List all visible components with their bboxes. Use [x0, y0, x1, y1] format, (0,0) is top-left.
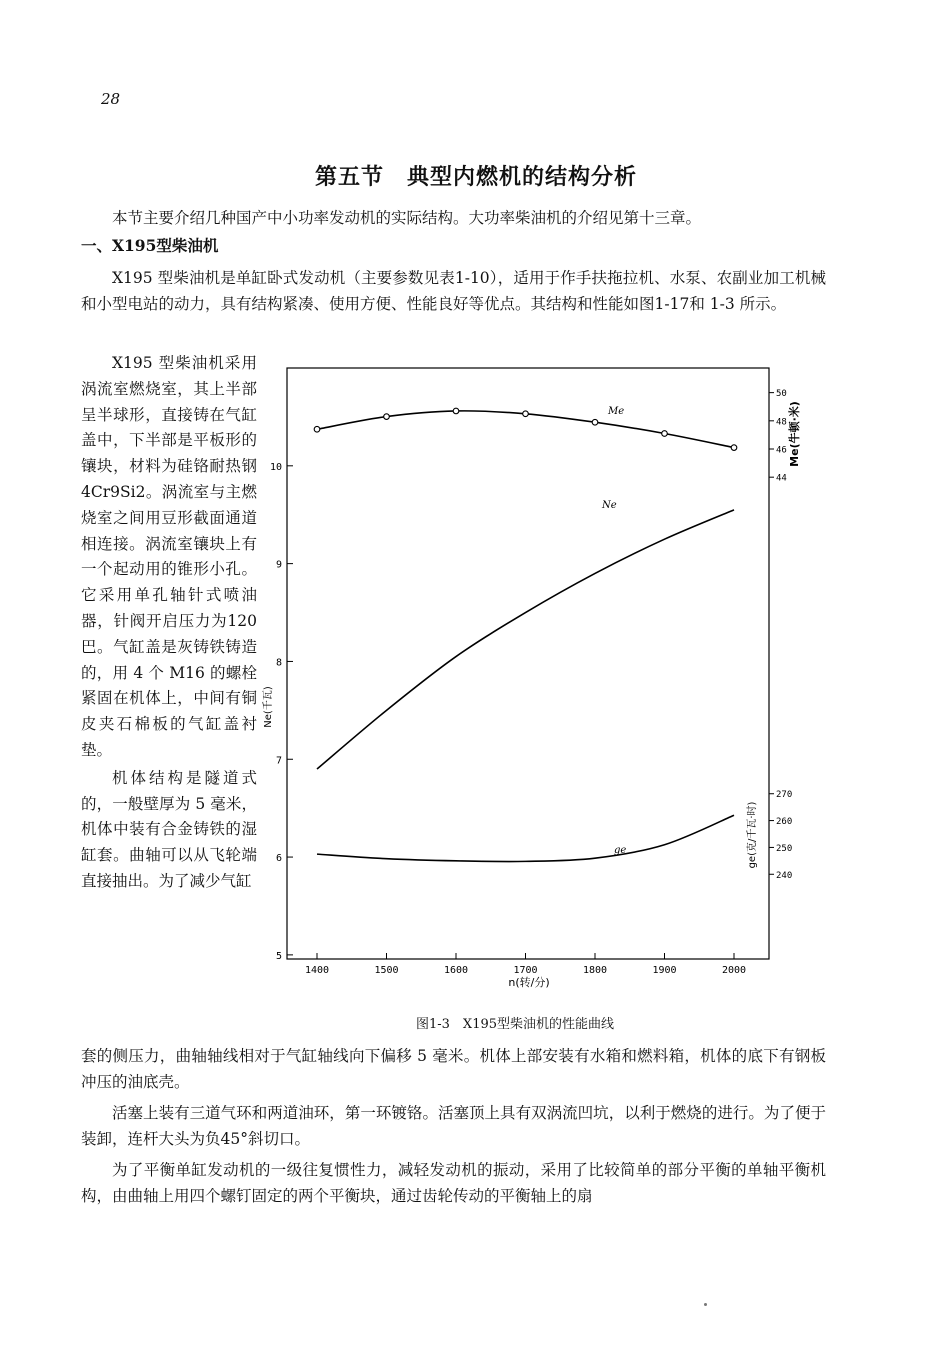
bottom-paragraph-3: 为了平衡单缸发动机的一级往复惯性力，减轻发动机的振动，采用了比较简单的部分平衡的单轴平衡机构，由曲轴上用四个螺钉固定的两个平衡块，通过齿轮传动的平衡轴上的扇 [81, 1161, 826, 1205]
axis-layer [262, 387, 801, 989]
bottom-text-block [81, 1044, 826, 1215]
right_bottom-tick-label: 240 [776, 870, 793, 881]
bottom-paragraph-2: 活塞上装有三道气环和两道油环，第一环镀铬。活塞顶上具有双涡流凹坑，以利于燃烧的进行。为了便于装卸，连杆大头为负45°斜切口。 [81, 1104, 826, 1148]
data-point-me [523, 411, 529, 417]
data-point-me [731, 445, 737, 451]
data-point-me [384, 414, 390, 420]
left-tick-label: 6 [275, 853, 282, 865]
right-bottom-axis-label: ge(克/千瓦·时) [747, 801, 758, 869]
side-paragraph-2: 机体结构是隧道式的，一般壁厚为 5 毫米，机体中装有合金铸铁的湿缸套。曲轴可以从飞轮端直接抽出。为了减少气缸 [81, 768, 257, 890]
performance-figure [265, 362, 805, 1002]
curve-ne [317, 510, 734, 769]
x-tick-label: 1700 [513, 965, 538, 976]
curve-ge [317, 815, 734, 861]
performance-chart [265, 362, 805, 1002]
page-number: 28 [101, 90, 121, 108]
left-tick-label: 8 [275, 657, 282, 669]
right_top-tick-label: 46 [776, 445, 787, 456]
side-paragraph-1: X195 型柴油机采用涡流室燃烧室，其上半部呈半球形，直接铸在气缸盖中，下半部是平板形的镶块，材料为硅铬耐热钢 4Cr9Si2。涡流室与主燃烧室之间用豆形截面通道相连接。涡流室镶块上有一个起动用的锥形小孔。它采用单孔轴针式喷油器，针阀开启压力为120巴。气缸盖是灰铸铁铸造的，用 4 个 M16 的螺栓紧固在机体上，中间有铜皮夹石棉板的气缸盖衬垫。 [81, 354, 257, 759]
x-tick-label: 1800 [582, 965, 608, 976]
subsection-heading: 一、X195型柴油机 [81, 236, 219, 255]
data-point-me [662, 431, 668, 437]
x-axis-label: n(转/分) [508, 976, 550, 989]
x-tick-label: 1600 [443, 965, 469, 976]
x-tick-label: 1900 [652, 965, 677, 976]
x-tick-label: 1400 [304, 965, 330, 976]
series-layer [314, 406, 737, 862]
curve-label-me: Me [608, 406, 625, 417]
left-axis-label: Ne(千瓦) [263, 686, 274, 728]
data-point-me [453, 408, 459, 414]
right_bottom-tick-label: 270 [776, 790, 793, 801]
intro-paragraph: 本节主要介绍几种国产中小功率发动机的实际结构。大功率柴油机的介绍见第十三章。 [112, 209, 702, 227]
right_bottom-tick-label: 250 [776, 843, 793, 854]
right_top-tick-label: 48 [776, 417, 787, 428]
left-tick-label: 7 [275, 755, 282, 767]
right-top-axis-label: Me(牛顿·米) [788, 401, 801, 467]
left-tick-label: 9 [275, 559, 282, 571]
bottom-paragraph-1: 套的侧压力，曲轴轴线相对于气缸轴线向下偏移 5 毫米。机体上部安装有水箱和燃料箱，机体的底下有钢板冲压的油底壳。 [81, 1047, 826, 1091]
side-column [81, 351, 257, 895]
body-paragraph-1: X195 型柴油机是单缸卧式发动机（主要参数见表1-10），适用于作手扶拖拉机、水泵、农副业加工机械和小型电站的动力，具有结构紧凑、使用方便、性能良好等优点。其结构和性能如图1-17和 1-3 所示。 [81, 269, 826, 313]
x-tick-label: 2000 [721, 965, 747, 976]
right_top-tick-label: 50 [776, 389, 787, 400]
left-tick-label: 10 [269, 461, 282, 473]
curve-label-ne: Ne [602, 500, 617, 511]
data-point-me [314, 426, 320, 432]
right_bottom-tick-label: 260 [776, 817, 793, 828]
left-tick-label: 5 [275, 950, 282, 962]
right_top-tick-label: 44 [776, 473, 787, 484]
curve-label-ge: ge [614, 845, 627, 856]
data-point-me [592, 419, 598, 425]
x-tick-label: 1500 [374, 965, 399, 976]
plot-frame [287, 368, 769, 959]
ink-speck [704, 1303, 707, 1306]
figure-caption: 图1-3 X195型柴油机的性能曲线 [416, 1017, 615, 1032]
section-title: 第五节 典型内燃机的结构分析 [314, 164, 637, 190]
